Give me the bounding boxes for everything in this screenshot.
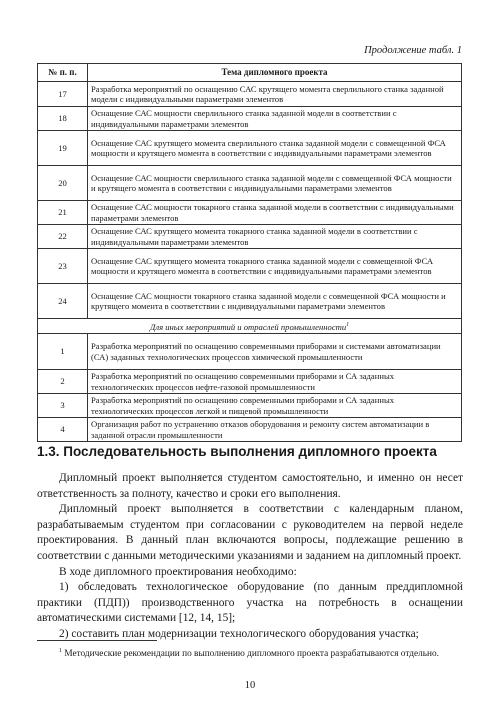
row-number: 18 [38, 107, 88, 131]
table-row [38, 334, 462, 370]
column-header-topic: Тема дипломного проекта [88, 64, 462, 82]
row-topic: Оснащение САС мощности токарного станка заданной модели с совмещенной ФСА мощности и крутящего момента в соответствии с индивидуальными параметрами элементов [88, 284, 462, 319]
footnote [37, 645, 463, 660]
paragraph: В ходе дипломного проектирования необходимо: [59, 565, 297, 578]
row-number: 23 [38, 249, 88, 284]
row-topic: Организация работ по устранению отказов оборудования и ремонту систем автоматизации в заданной отрасли промышленности [88, 418, 462, 442]
footnote-divider [37, 640, 157, 641]
row-topic: Разработка мероприятий по оснащению современными приборами и СА заданных технологических процессов легкой и пищевой промышленности [88, 394, 462, 418]
table-row [38, 107, 462, 131]
paragraph: 1) обследовать технологическое оборудование (по данным преддипломной практики (ПДП)) производственного участка на потребность в оснащении автоматическими системами [12, 14, 15]; [37, 581, 463, 625]
paragraph: 2) составить план модернизации технологического оборудования участка; [59, 627, 419, 640]
table-subheader-row [38, 319, 462, 334]
row-topic: Оснащение САС мощности сверлильного станка заданной модели с совмещенной ФСА мощности и крутящего момента в соответствии с индивидуальными параметрами элементов [88, 166, 462, 201]
table-row [38, 225, 462, 249]
table-row [38, 418, 462, 442]
row-number: 24 [38, 284, 88, 319]
table-subheader [38, 319, 462, 334]
row-number: 4 [38, 418, 88, 442]
row-number: 2 [38, 370, 88, 394]
row-topic: Разработка мероприятий по оснащению современными приборами и системами автоматизации (СА) заданных технологических процессов химической промышленности [88, 334, 462, 370]
paragraph: Дипломный проект выполняется студентом самостоятельно, и именно он несет ответственность за полноту, качество и сроки его выполнения. [37, 472, 463, 500]
row-topic: Оснащение САС крутящего момента сверлильного станка заданной модели с совмещенной ФСА мощности и крутящего момента в соответствии с индивидуальными параметрами элементов [88, 131, 462, 166]
page-number: 10 [244, 680, 256, 691]
thesis-topics-table [37, 63, 462, 442]
row-number: 21 [38, 201, 88, 225]
table-header-row [38, 64, 462, 82]
row-number: 20 [38, 166, 88, 201]
table-row [38, 166, 462, 201]
table-row [38, 284, 462, 319]
row-number: 19 [38, 131, 88, 166]
table-subheader-text: Для иных мероприятий и отраслей промышленности [149, 321, 347, 332]
row-number: 17 [38, 82, 88, 107]
row-topic: Оснащение САС крутящего момента токарного станка заданной модели в соответствии с индивидуальными параметрами элементов [88, 225, 462, 249]
footnote-mark: 1 [59, 648, 62, 654]
table-row [38, 249, 462, 284]
row-topic: Оснащение САС крутящего момента токарного станка заданной модели с совмещенной ФСА мощности и крутящего момента в соответствии с индивидуальными параметрами элементов [88, 249, 462, 284]
row-topic: Разработка мероприятий по оснащению современными приборами и СА заданных технологических процессов нефте-газовой промышленности [88, 370, 462, 394]
table-row [38, 82, 462, 107]
row-topic: Разработка мероприятий по оснащению САС крутящего момента сверлильного станка заданной модели с индивидуальными параметрами элементов [88, 82, 462, 107]
table-row [38, 394, 462, 418]
section-title: 1.3. Последовательность выполнения дипломного проекта [37, 444, 437, 459]
paragraph: Дипломный проект выполняется в соответствии с календарным планом, разрабатываемым студентом при согласовании с руководителем на первой неделе проектирования. В данный план включаются вопросы, подлежащие решению в соответствии с данными методическими указаниями и заданием на дипломный проект. [37, 503, 463, 562]
row-topic: Оснащение САС мощности сверлильного станка заданной модели в соответствии с индивидуальными параметрами элементов [88, 107, 462, 131]
footnote-text: Методические рекомендации по выполнению дипломного проекта разрабатываются отдельно. [62, 649, 439, 660]
table-row [38, 370, 462, 394]
table-row [38, 131, 462, 166]
table-continuation-label: Продолжение табл. 1 [364, 45, 462, 56]
row-number: 1 [38, 334, 88, 370]
footnote-ref: 1 [346, 322, 350, 328]
row-number: 22 [38, 225, 88, 249]
footnote-paragraph [37, 645, 463, 660]
column-header-number: № п. п. [38, 64, 88, 82]
row-topic: Оснащение САС мощности токарного станка заданной модели в соответствии с индивидуальными параметрами элементов [88, 201, 462, 225]
body-text [37, 471, 463, 643]
table-row [38, 201, 462, 225]
row-number: 3 [38, 394, 88, 418]
